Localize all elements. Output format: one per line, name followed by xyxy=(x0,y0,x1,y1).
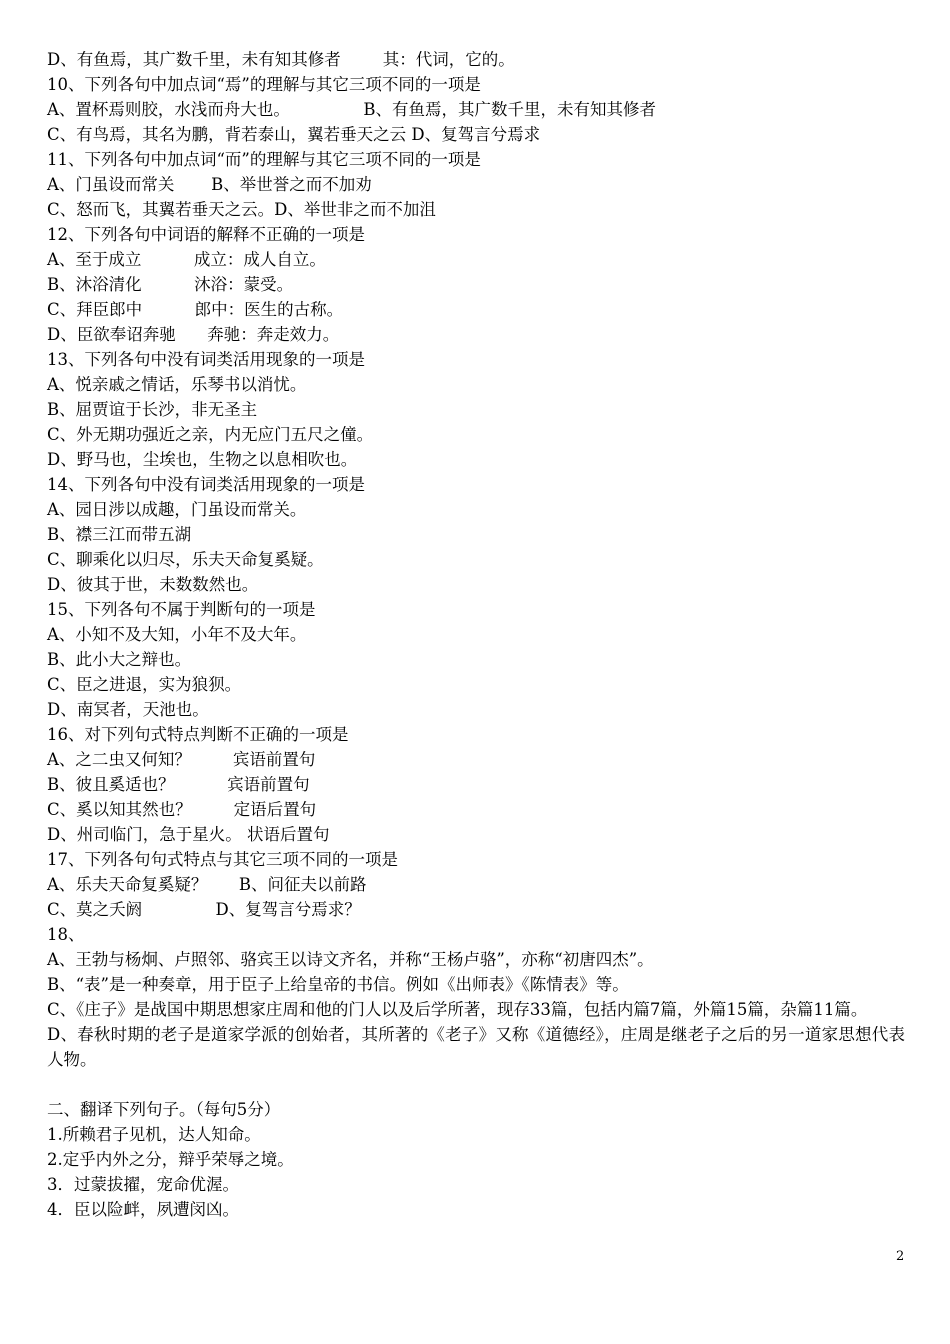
text-line: B、此小大之辩也。 xyxy=(47,650,192,669)
text-line: A、悦亲戚之情话，乐琴书以消忧。 xyxy=(47,375,307,394)
text-line: C、有鸟焉，其名为鹏，背若泰山，翼若垂天之云 D、复驾言兮焉求 xyxy=(47,125,541,144)
question-11-stem: 11、下列各句中加点词“而”的理解与其它三项不同的一项是 xyxy=(47,150,481,169)
text-line: C、臣之进退，实为狼狈。 xyxy=(47,675,242,694)
text-line: D、野马也，尘埃也，生物之以息相吹也。 xyxy=(47,450,358,469)
text-line: C、怒而飞，其翼若垂天之云。D、举世非之而不加沮 xyxy=(47,200,436,219)
text-line: B、彼且奚适也？ 宾语前置句 xyxy=(47,775,310,794)
translation-item: 1.所赖君子见机，达人知命。 xyxy=(47,1125,261,1144)
translation-item: 4．臣以险衅，夙遭闵凶。 xyxy=(47,1200,239,1219)
text-line: C、奚以知其然也？ 定语后置句 xyxy=(47,800,317,819)
translation-item: 3．过蒙拔擢，宠命优渥。 xyxy=(47,1175,239,1194)
text-line: A、门虽设而常关 B、举世誉之而不加劝 xyxy=(47,175,372,194)
text-line: B、襟三江而带五湖 xyxy=(47,525,192,544)
question-16-stem: 16、对下列句式特点判断不正确的一项是 xyxy=(47,725,349,744)
text-line: C、外无期功强近之亲，内无应门五尺之僮。 xyxy=(47,425,374,444)
question-18-stem: 18、 xyxy=(47,925,85,944)
text-line: A、乐夫天命复奚疑？ B、问征夫以前路 xyxy=(47,875,367,894)
text-line: C、聊乘化以归尽，乐夫天命复奚疑。 xyxy=(47,550,324,569)
text-line: A、王勃与杨炯、卢照邻、骆宾王以诗文齐名，并称“王杨卢骆”，亦称“初唐四杰”。 xyxy=(47,950,654,969)
text-line: A、置杯焉则胶，水浅而舟大也。 B、有鱼焉，其广数千里，未有知其修者 xyxy=(47,100,656,119)
text-line: B、“表”是一种奏章，用于臣子上给皇帝的书信。例如《出师表》《陈情表》等。 xyxy=(47,975,629,994)
text-line: B、屈贾谊于长沙，非无圣主 xyxy=(47,400,258,419)
document-body xyxy=(47,47,905,1222)
text-line: C、拜臣郎中 郎中：医生的古称。 xyxy=(47,300,344,319)
question-10-stem: 10、下列各句中加点词“焉”的理解与其它三项不同的一项是 xyxy=(47,75,481,94)
text-line: A、小知不及大知，小年不及大年。 xyxy=(47,625,307,644)
question-17-stem: 17、下列各句句式特点与其它三项不同的一项是 xyxy=(47,850,398,869)
text-line: A、至于成立 成立：成人自立。 xyxy=(47,250,326,269)
text-line: D、彼其于世，未数数然也。 xyxy=(47,575,259,594)
text-line: D、州司临门，急于星火。 状语后置句 xyxy=(47,825,330,844)
option-paragraph: D、春秋时期的老子是道家学派的创始者，其所著的《老子》又称《道德经》，庄周是继老子之后的另一道家思想代表人物。 xyxy=(47,1025,905,1069)
section-heading: 二、翻译下列句子。（每句5分） xyxy=(47,1100,281,1119)
question-14-stem: 14、下列各句中没有词类活用现象的一项是 xyxy=(47,475,365,494)
text-line: D、南冥者，天池也。 xyxy=(47,700,209,719)
translation-item: 2.定乎内外之分，辩乎荣辱之境。 xyxy=(47,1150,294,1169)
text-line: A、园日涉以成趣，门虽设而常关。 xyxy=(47,500,307,519)
text-line: B、沐浴清化 沐浴：蒙受。 xyxy=(47,275,294,294)
question-13-stem: 13、下列各句中没有词类活用现象的一项是 xyxy=(47,350,365,369)
question-15-stem: 15、下列各句不属于判断句的一项是 xyxy=(47,600,316,619)
text-line: C、莫之夭阏 D、复驾言兮焉求？ xyxy=(47,900,361,919)
question-12-stem: 12、下列各句中词语的解释不正确的一项是 xyxy=(47,225,365,244)
option-paragraph: C、《庄子》是战国中期思想家庄周和他的门人以及后学所著，现存33篇，包括内篇7篇，外篇15篇，杂篇11篇。 xyxy=(47,1000,868,1019)
text-line: A、之二虫又何知？ 宾语前置句 xyxy=(47,750,316,769)
text-line: D、臣欲奉诏奔驰 奔驰：奔走效力。 xyxy=(47,325,340,344)
page-number: 2 xyxy=(896,1249,905,1264)
text-line: D、有鱼焉，其广数千里，未有知其修者 其：代词，它的。 xyxy=(47,50,515,69)
spacer xyxy=(47,1072,905,1097)
